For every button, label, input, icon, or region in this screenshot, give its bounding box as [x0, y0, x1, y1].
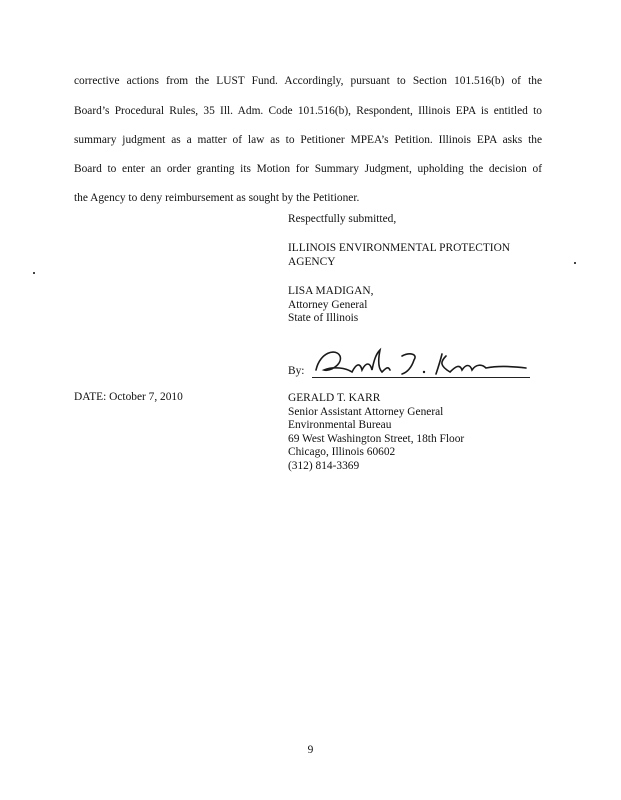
signer-phone: (312) 814-3369 — [288, 459, 360, 472]
respectfully-submitted: Respectfully submitted, — [288, 213, 397, 225]
signer-name: GERALD T. KARR — [288, 392, 381, 404]
body-line-5: the Agency to deny reimbursement as sought by the Petitioner. — [74, 192, 360, 204]
body-line-1: corrective actions from the LUST Fund. Accordingly, pursuant to Section 101.516(b) of the — [74, 75, 542, 87]
signer-city: Chicago, Illinois 60602 — [288, 446, 396, 458]
agency-block — [288, 242, 510, 269]
by-label: By: — [288, 365, 305, 377]
body-line-2: Board’s Procedural Rules, 35 Ill. Adm. Code 101.516(b), Respondent, Illinois EPA is entitled to — [74, 105, 542, 117]
signature-line — [312, 377, 530, 378]
body-line-3: summary judgment as a matter of law as to Petitioner MPEA’s Petition. Illinois EPA asks the — [74, 134, 542, 146]
attorney-general-name: LISA MADIGAN, — [288, 285, 374, 297]
date-line: DATE: October 7, 2010 — [74, 391, 183, 403]
signer-bureau: Environmental Bureau — [288, 419, 392, 431]
attorney-general-title: Attorney General — [288, 298, 368, 311]
agency-name-line2: AGENCY — [288, 255, 336, 268]
body-line-4: Board to enter an order granting its Motion for Summary Judgment, upholding the decision of — [74, 163, 542, 175]
page-number: 9 — [307, 744, 314, 756]
attorney-general-block — [288, 285, 373, 326]
scan-mark-left — [33, 272, 35, 274]
attorney-general-state: State of Illinois — [288, 312, 359, 324]
closing-block — [288, 213, 396, 227]
scan-mark-right — [574, 262, 576, 264]
signer-title: Senior Assistant Attorney General — [288, 405, 444, 418]
signer-street: 69 West Washington Street, 18th Floor — [288, 432, 465, 445]
agency-name-line1: ILLINOIS ENVIRONMENTAL PROTECTION — [288, 242, 511, 254]
signer-block — [288, 392, 464, 473]
